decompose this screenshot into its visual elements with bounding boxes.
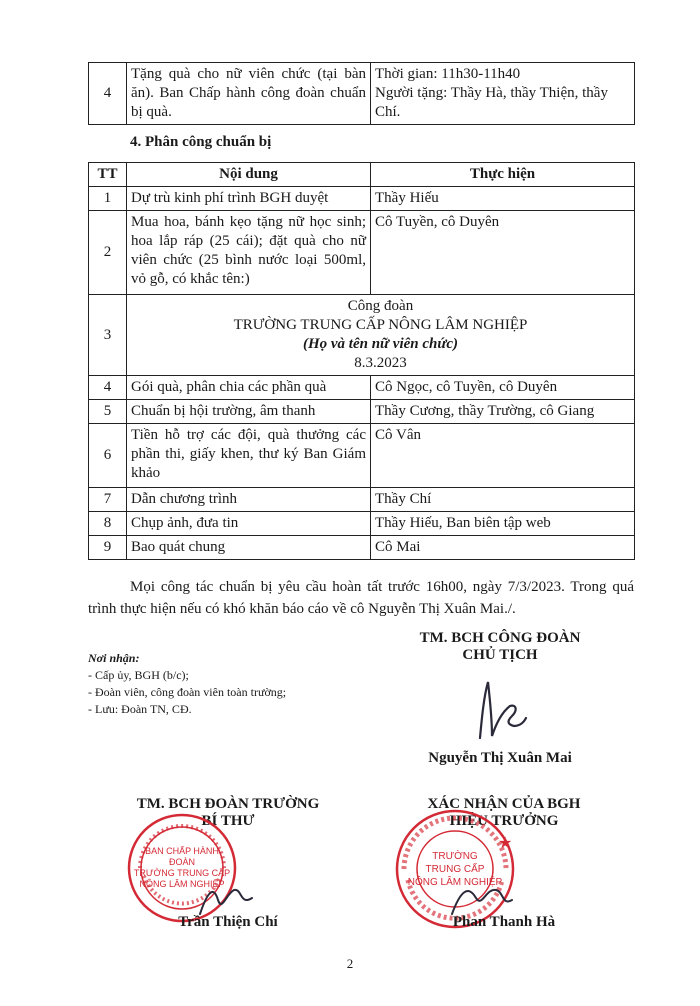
row-number: 6: [89, 424, 127, 488]
top-table: [88, 62, 635, 125]
row-performer: Thầy Cương, thầy Trường, cô Giang: [371, 400, 635, 424]
row-number: 3: [89, 295, 127, 376]
signer-board-name: Phan Thanh Hà: [452, 914, 556, 930]
row-number: 5: [89, 400, 127, 424]
row-number: 4: [89, 63, 127, 125]
table-row: [89, 63, 635, 125]
row-content: Gói quà, phân chia các phần quà: [127, 376, 371, 400]
signer-board-line2: HIỆU TRƯỞNG: [449, 813, 559, 829]
stamp-school-line: TRUNG CẤP: [425, 864, 485, 875]
performer-line: Thời gian: 11h30-11h40: [375, 66, 521, 82]
assignment-table: [88, 162, 635, 560]
table-row: [89, 512, 635, 536]
row-content: Chuẩn bị hội trường, âm thanh: [127, 400, 371, 424]
row-content: Tặng quà cho nữ viên chức (tại bàn ăn). Ban Chấp hành công đoàn chuẩn bị quà.: [127, 63, 371, 125]
row-performer: Cô Vân: [371, 424, 635, 488]
row-performer: Cô Ngọc, cô Tuyền, cô Duyên: [371, 376, 635, 400]
section-title: 4. Phân công chuẩn bị: [130, 134, 272, 150]
svg-text:★: ★: [498, 833, 513, 852]
row-performer: Cô Tuyền, cô Duyên: [371, 211, 635, 295]
row-number: 7: [89, 488, 127, 512]
row-content: Tiền hỗ trợ các đội, quà thưởng các phần thi, giấy khen, thư ký Ban Giám khảo: [127, 424, 371, 488]
row-performer: Cô Mai: [371, 536, 635, 560]
table-row: [89, 400, 635, 424]
row-number: 8: [89, 512, 127, 536]
recipient-item: - Cấp ủy, BGH (b/c);: [88, 668, 189, 682]
header-tt: TT: [89, 163, 127, 187]
performer-line: Người tặng: Thầy Hà, thầy Thiện, thầy Chí.: [375, 85, 608, 120]
table-row: [89, 536, 635, 560]
recipients: [88, 650, 286, 718]
row-content: Dẫn chương trình: [127, 488, 371, 512]
row-content: Dự trù kinh phí trình BGH duyệt: [127, 187, 371, 211]
row-number: 1: [89, 187, 127, 211]
signer-youth-name: Trần Thiện Chí: [178, 914, 278, 930]
engraving-line: Công đoàn: [347, 298, 414, 314]
signer-board-line1: XÁC NHẬN CỦA BGH: [427, 796, 581, 812]
engraving-line: 8.3.2023: [354, 355, 407, 371]
row-content: Mua hoa, bánh kẹo tặng nữ học sinh; hoa lắp ráp (25 cái); đặt quà cho nữ viên chức (25 bình nước loại 500ml, vỏ gỗ, có khắc tên:): [127, 211, 371, 295]
note-paragraph: Mọi công tác chuẩn bị yêu cầu hoàn tất trước 16h00, ngày 7/3/2023. Trong quá trình thực hiện nếu có khó khăn báo cáo về cô Nguyễn Thị Xuân Mai./.: [88, 579, 634, 617]
signer-union-block: [370, 630, 630, 664]
table-row: [89, 424, 635, 488]
table-row: [89, 211, 635, 295]
signer-youth-line2: BÍ THƯ: [201, 813, 255, 829]
engraving-line: (Họ và tên nữ viên chức): [302, 336, 459, 352]
row-number: 9: [89, 536, 127, 560]
stamp-youth-line: NÔNG LÂM NGHIỆP: [139, 879, 225, 889]
stamp-youth-line: ĐOÀN: [168, 857, 195, 867]
table-row: [89, 376, 635, 400]
stamp-youth-line: BAN CHẤP HÀNH: [145, 846, 219, 856]
page-number: 2: [346, 956, 354, 971]
row-performer: Thầy Chí: [371, 488, 635, 512]
stamp-school-line: NÔNG LÂM NGHIỆP: [407, 877, 503, 888]
row-number: 4: [89, 376, 127, 400]
stamp-school-line: TRƯỜNG: [432, 851, 478, 862]
recipients-title: Nơi nhận:: [88, 651, 140, 665]
stamp-youth-line: TRƯỜNG TRUNG CẤP: [133, 868, 231, 878]
row-content: Chụp ảnh, đưa tin: [127, 512, 371, 536]
row-performer: Thầy Hiếu: [371, 187, 635, 211]
table-row: [89, 187, 635, 211]
recipient-item: - Lưu: Đoàn TN, CĐ.: [88, 702, 192, 716]
row-performer: [371, 63, 635, 125]
signer-youth-line1: TM. BCH ĐOÀN TRƯỜNG: [136, 796, 320, 812]
row-number: 2: [89, 211, 127, 295]
engraving-text: [127, 295, 635, 376]
row-content: Bao quát chung: [127, 536, 371, 560]
signer-union-name: Nguyễn Thị Xuân Mai: [428, 750, 572, 766]
table-header-row: [89, 163, 635, 187]
table-row: [89, 488, 635, 512]
row-performer: Thầy Hiếu, Ban biên tập web: [371, 512, 635, 536]
table-row-merged: [89, 295, 635, 376]
header-performer: Thực hiện: [371, 163, 635, 187]
signer-union-line2: CHỦ TỊCH: [462, 647, 538, 663]
recipient-item: - Đoàn viên, công đoàn viên toàn trường;: [88, 685, 287, 699]
engraving-line: TRƯỜNG TRUNG CẤP NÔNG LÂM NGHIỆP: [233, 317, 528, 333]
signature-union-icon: [462, 676, 532, 746]
signer-union-line1: TM. BCH CÔNG ĐOÀN: [419, 630, 581, 646]
header-content: Nội dung: [127, 163, 371, 187]
